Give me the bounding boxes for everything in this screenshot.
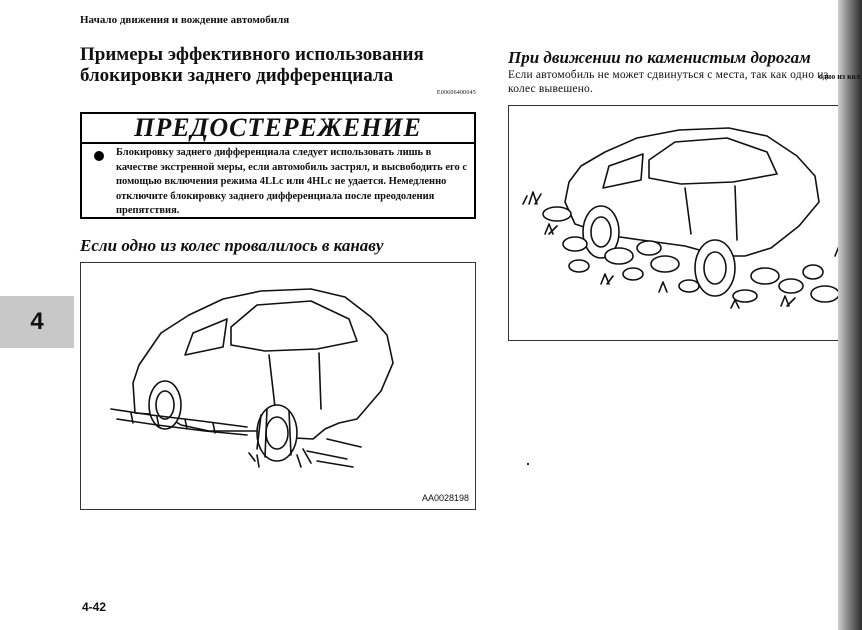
page-gutter-shadow	[838, 0, 862, 630]
warning-box	[80, 112, 476, 219]
warning-title: ПРЕДОСТЕРЕЖЕНИЕ	[134, 113, 422, 142]
print-speck	[527, 463, 529, 465]
bleed-text: одно из кол	[818, 72, 860, 81]
warning-header	[82, 114, 474, 144]
bullet-icon	[94, 151, 104, 161]
document-code: E00606400045	[436, 90, 476, 96]
chapter-tab: 4	[0, 296, 74, 348]
running-header: Начало движения и вождение автомобиля	[80, 14, 290, 26]
rocky-road-figure	[508, 105, 860, 341]
warning-text: Блокировку заднего дифференциала следует использовать лишь в качестве экстренной меры, если автомобиль застрял, и высвободить его с помощью включения режима 4LLc или 4HLc не удается. Немедленно отключите блокировку заднего дифференциала после преодоления препятствия.	[116, 147, 468, 217]
car-stuck-in-ditch-icon	[81, 263, 475, 509]
car-on-rocky-road-icon	[509, 106, 859, 340]
figure-caption: AA0028198	[421, 493, 469, 503]
rocky-road-text: Если автомобиль не может сдвинуться с места, так как одно из колес вывешено.	[508, 69, 829, 95]
rocky-road-heading: При движении по каменистым дорогам	[508, 48, 811, 67]
ditch-heading: Если одно из колес провалилось в канаву	[80, 236, 384, 255]
ditch-figure	[80, 262, 476, 510]
page-title: Примеры эффективного использования блокировки заднего дифференциала	[80, 44, 424, 86]
page-number: 4-42	[82, 600, 107, 614]
